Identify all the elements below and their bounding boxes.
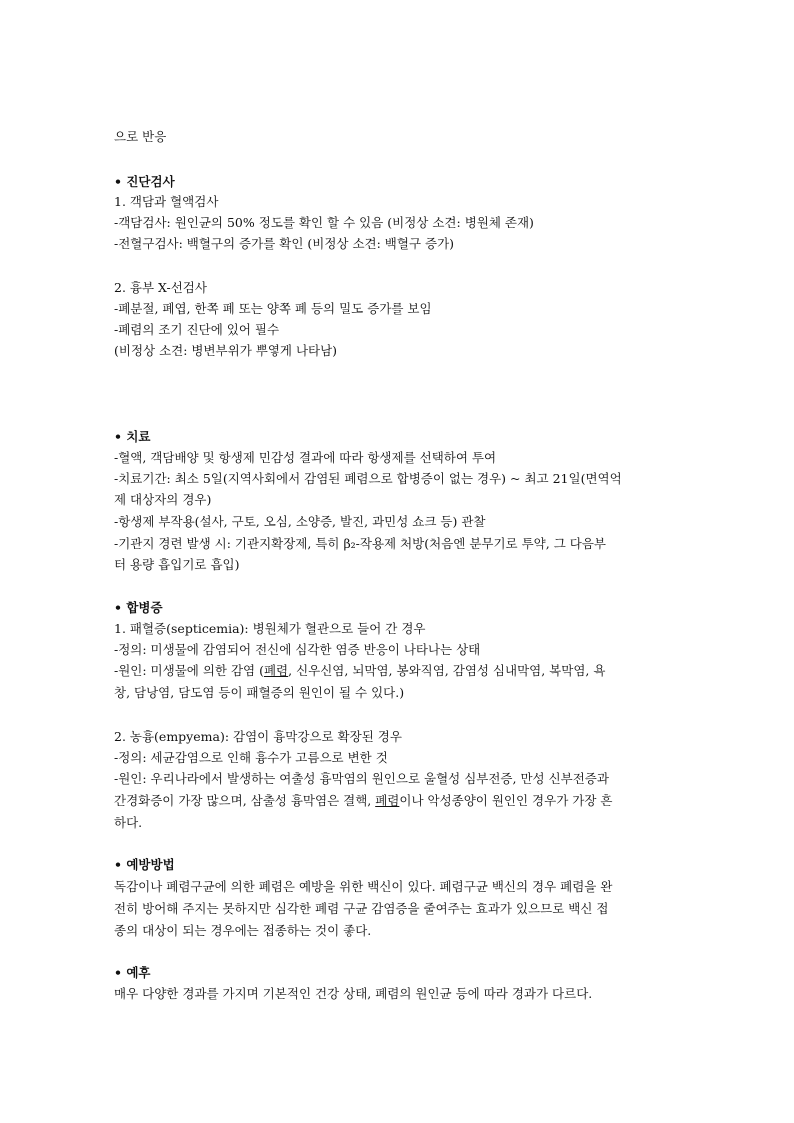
treatment-line2a: -치료기간: 최소 5일(지역사회에서 감염된 폐렴으로 합병증이 없는 경우) ~ 최고 21일(면역억: [114, 471, 622, 486]
diagnosis-heading: • 진단검사: [114, 174, 175, 189]
diagnosis-item1-line2: -전혈구검사: 백혈구의 증가를 확인 (비정상 소견: 백혈구 증가): [114, 236, 455, 251]
prevention-line1: 독감이나 폐렴구균에 의한 폐렴은 예방을 위한 백신이 있다. 폐렴구균 백신의 경우 폐렴을 완: [114, 879, 613, 894]
complications-item2-cause-line1: -원인: 우리나라에서 발생하는 여출성 흉막염의 원인으로 울혈성 심부전증, 만성 신부전증과: [114, 771, 609, 786]
diagnosis-item1-line1: -객담검사: 원인균의 50% 정도를 확인 할 수 있음 (비정상 소견: 병원체 존재): [114, 215, 534, 230]
diagnosis-item2-title: 2. 흉부 X-선검사: [114, 280, 207, 295]
diagnosis-item2-line1: -폐분절, 폐엽, 한쪽 폐 또는 양쪽 폐 등의 밀도 증가를 보임: [114, 301, 432, 316]
prevention-line2: 전히 방어해 주지는 못하지만 심각한 폐렴 구균 감염증을 줄여주는 효과가 있으므로 백신 접: [114, 901, 609, 916]
complications-item2-cause-line2: [114, 792, 694, 810]
treatment-line3: -항생제 부작용(설사, 구토, 오심, 소양증, 발진, 과민성 쇼크 등) 관찰: [114, 514, 486, 529]
complications-item1-cause: [114, 662, 694, 680]
treatment-line2b: 제 대상자의 경우): [114, 492, 212, 507]
complications-item2-title: 2. 농흉(empyema): 감염이 흉막강으로 확장된 경우: [114, 729, 402, 744]
complications-item1-title: 1. 패혈증(septicemia): 병원체가 혈관으로 들어 간 경우: [114, 621, 426, 636]
treatment-heading: • 치료: [114, 429, 151, 444]
pneumonia-link[interactable]: 폐렴: [263, 663, 289, 678]
diagnosis-item2-line2: -폐렴의 조기 진단에 있어 필수: [114, 322, 280, 337]
complications-item1-cause-line2: 창, 담낭염, 담도염 등이 패혈증의 원인이 될 수 있다.): [114, 685, 405, 700]
cause-suffix: 이나 악성종양이 원인인 경우가 가장 흔: [399, 793, 613, 808]
pneumonia-link[interactable]: 폐렴: [375, 793, 400, 808]
prevention-heading: • 예방방법: [114, 857, 175, 872]
intro-line: 으로 반응: [114, 129, 167, 144]
complications-item2-definition: -정의: 세균감염으로 인해 흉수가 고름으로 변한 것: [114, 750, 388, 765]
complications-heading: • 합병증: [114, 600, 163, 615]
treatment-line1: -혈액, 객담배양 및 항생제 민감성 결과에 따라 항생제를 선택하여 투여: [114, 450, 497, 465]
treatment-line4a: -기관지 경련 발생 시: 기관지확장제, 특히 β₂-작용제 처방(처음엔 분무기로 투약, 그 다음부: [114, 536, 606, 551]
diagnosis-item2-line3: (비정상 소견: 병변부위가 뿌옇게 나타남): [114, 343, 338, 358]
diagnosis-item1-title: 1. 객담과 혈액검사: [114, 194, 219, 209]
cause-prefix: -원인: 미생물에 의한 감염 (: [114, 663, 264, 678]
complications-item2-cause-line3: 하다.: [114, 815, 143, 830]
prevention-line3: 종의 대상이 되는 경우에는 접종하는 것이 좋다.: [114, 923, 372, 938]
cause-prefix: 간경화증이 가장 많으며, 삼출성 흉막염은 결핵,: [114, 793, 376, 808]
treatment-line4b: 터 용량 흡입기로 흡입): [114, 557, 240, 572]
complications-item1-definition: -정의: 미생물에 감염되어 전신에 심각한 염증 반응이 나타나는 상태: [114, 642, 481, 657]
prognosis-heading: • 예후: [114, 965, 151, 980]
cause-suffix: , 신우신염, 뇌막염, 봉와직염, 감염성 심내막염, 복막염, 욕: [288, 663, 606, 678]
prognosis-line1: 매우 다양한 경과를 가지며 기본적인 건강 상태, 폐렴의 원인균 등에 따라 경과가 다르다.: [114, 986, 593, 1001]
